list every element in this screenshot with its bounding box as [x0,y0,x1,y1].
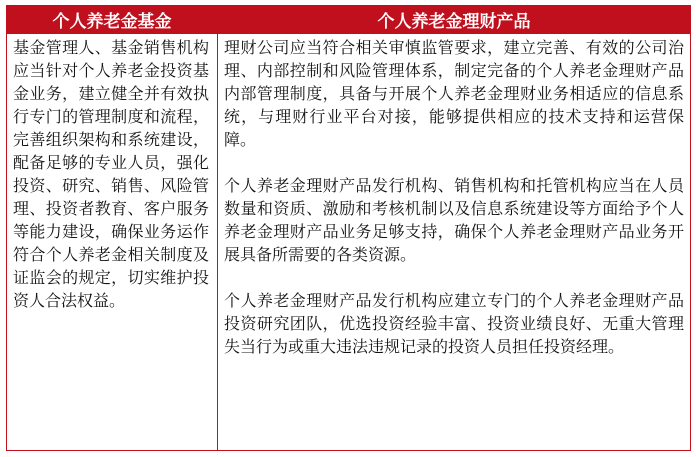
wealth-requirements-cell [218,34,691,451]
header-row [7,6,691,34]
fund-requirements-text: 基金管理人、基金销售机构应当针对个人养老金投资基金业务，建立健全并有效执行专门的管理制度和流程，完善组织架构和系统建设，配备足够的专业人员，强化投资、研究、销售、风险管理、投资者教育、客户服务等能力建设，确保业务运作符合个人养老金相关制度及证监会的规定，切实维护投资人合法权益。 [13,38,209,310]
wealth-paragraph-3: 个人养老金理财产品发行机构应建立专门的个人养老金理财产品投资研究团队，优选投资经验丰富、投资业绩良好、无重大管理失当行为或重大违法违规记录的投资人员担任投资经理。 [224,291,684,356]
wealth-paragraph-1: 理财公司应当符合相关审慎监管要求，建立完善、有效的公司治理、内部控制和风险管理体系，制定完备的个人养老金理财产品内部管理制度，具备与开展个人养老金理财业务相适应的信息系统，与理财行业平台对接，能够提供相应的技术支持和运营保障。 [224,38,684,149]
header-pension-wealth-product: 个人养老金理财产品 [218,6,691,34]
wealth-paragraph-2: 个人养老金理财产品发行机构、销售机构和托管机构应当在人员数量和资质、激励和考核机制以及信息系统建设等方面给予个人养老金理财产品业务足够支持，确保个人养老金理财产品业务开展具备所需要的各类资源。 [224,176,684,264]
fund-requirements-cell [7,34,218,451]
content-row [7,34,691,451]
header-pension-fund: 个人养老金基金 [7,6,218,34]
comparison-table [6,5,691,451]
